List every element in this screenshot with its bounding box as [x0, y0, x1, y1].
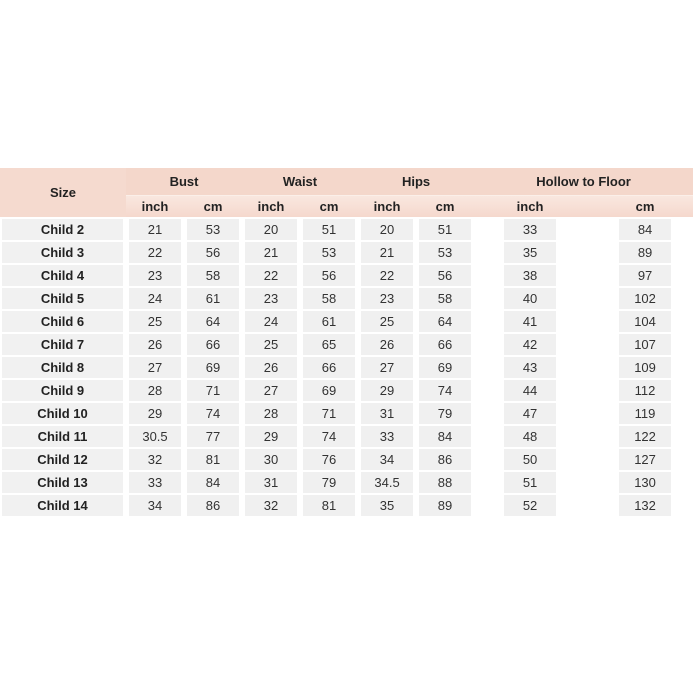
value-cell: 28	[126, 380, 184, 403]
header-group-waist: Waist	[242, 168, 358, 196]
header-group-row	[0, 168, 693, 196]
table-row	[0, 426, 693, 449]
size-cell: Child 10	[0, 403, 126, 426]
value-cell: 71	[300, 403, 358, 426]
value-cell: 64	[184, 311, 242, 334]
value-cell: 130	[559, 472, 693, 495]
value-cell: 24	[242, 311, 300, 334]
value-cell: 30	[242, 449, 300, 472]
value-cell: 56	[416, 265, 474, 288]
value-cell: 127	[559, 449, 693, 472]
value-cell: 66	[416, 334, 474, 357]
value-cell: 74	[416, 380, 474, 403]
value-cell: 84	[416, 426, 474, 449]
value-cell: 51	[416, 219, 474, 242]
value-cell: 47	[474, 403, 559, 426]
value-cell: 109	[559, 357, 693, 380]
header-unit-waist-cm: cm	[300, 196, 358, 219]
size-chart-table	[0, 168, 693, 518]
value-cell: 21	[358, 242, 416, 265]
value-cell: 122	[559, 426, 693, 449]
value-cell: 51	[474, 472, 559, 495]
value-cell: 43	[474, 357, 559, 380]
table-row	[0, 472, 693, 495]
value-cell: 56	[184, 242, 242, 265]
header-size: Size	[0, 168, 126, 219]
table-row	[0, 357, 693, 380]
value-cell: 112	[559, 380, 693, 403]
value-cell: 51	[300, 219, 358, 242]
value-cell: 24	[126, 288, 184, 311]
table-row	[0, 334, 693, 357]
value-cell: 27	[126, 357, 184, 380]
table-row	[0, 288, 693, 311]
value-cell: 22	[242, 265, 300, 288]
value-cell: 31	[358, 403, 416, 426]
value-cell: 77	[184, 426, 242, 449]
size-cell: Child 2	[0, 219, 126, 242]
size-chart	[0, 168, 693, 518]
table-row	[0, 219, 693, 242]
value-cell: 107	[559, 334, 693, 357]
value-cell: 20	[358, 219, 416, 242]
value-cell: 31	[242, 472, 300, 495]
value-cell: 52	[474, 495, 559, 518]
header-unit-bust-inch: inch	[126, 196, 184, 219]
table-row	[0, 380, 693, 403]
value-cell: 26	[242, 357, 300, 380]
size-cell: Child 13	[0, 472, 126, 495]
value-cell: 58	[300, 288, 358, 311]
value-cell: 61	[300, 311, 358, 334]
value-cell: 81	[300, 495, 358, 518]
header-unit-hips-inch: inch	[358, 196, 416, 219]
value-cell: 89	[559, 242, 693, 265]
table-row	[0, 495, 693, 518]
value-cell: 84	[184, 472, 242, 495]
value-cell: 86	[416, 449, 474, 472]
value-cell: 29	[358, 380, 416, 403]
value-cell: 69	[300, 380, 358, 403]
header-unit-hips-cm: cm	[416, 196, 474, 219]
value-cell: 61	[184, 288, 242, 311]
size-cell: Child 9	[0, 380, 126, 403]
value-cell: 53	[184, 219, 242, 242]
value-cell: 23	[358, 288, 416, 311]
value-cell: 102	[559, 288, 693, 311]
value-cell: 53	[416, 242, 474, 265]
value-cell: 64	[416, 311, 474, 334]
value-cell: 104	[559, 311, 693, 334]
value-cell: 53	[300, 242, 358, 265]
value-cell: 38	[474, 265, 559, 288]
value-cell: 74	[300, 426, 358, 449]
value-cell: 71	[184, 380, 242, 403]
value-cell: 29	[126, 403, 184, 426]
value-cell: 40	[474, 288, 559, 311]
value-cell: 30.5	[126, 426, 184, 449]
value-cell: 23	[126, 265, 184, 288]
size-cell: Child 11	[0, 426, 126, 449]
header-unit-bust-cm: cm	[184, 196, 242, 219]
value-cell: 21	[126, 219, 184, 242]
value-cell: 27	[242, 380, 300, 403]
value-cell: 20	[242, 219, 300, 242]
value-cell: 33	[358, 426, 416, 449]
table-row	[0, 265, 693, 288]
value-cell: 22	[358, 265, 416, 288]
size-cell: Child 12	[0, 449, 126, 472]
header-unit-waist-inch: inch	[242, 196, 300, 219]
size-cell: Child 8	[0, 357, 126, 380]
value-cell: 34.5	[358, 472, 416, 495]
value-cell: 32	[242, 495, 300, 518]
size-cell: Child 3	[0, 242, 126, 265]
header-group-bust: Bust	[126, 168, 242, 196]
value-cell: 84	[559, 219, 693, 242]
table-body	[0, 219, 693, 518]
value-cell: 79	[416, 403, 474, 426]
value-cell: 34	[126, 495, 184, 518]
size-cell: Child 14	[0, 495, 126, 518]
value-cell: 21	[242, 242, 300, 265]
value-cell: 56	[300, 265, 358, 288]
value-cell: 88	[416, 472, 474, 495]
value-cell: 33	[474, 219, 559, 242]
value-cell: 35	[358, 495, 416, 518]
value-cell: 33	[126, 472, 184, 495]
value-cell: 66	[300, 357, 358, 380]
header-unit-hollow-cm: cm	[559, 196, 693, 219]
value-cell: 22	[126, 242, 184, 265]
value-cell: 65	[300, 334, 358, 357]
table-row	[0, 449, 693, 472]
value-cell: 34	[358, 449, 416, 472]
value-cell: 25	[126, 311, 184, 334]
value-cell: 23	[242, 288, 300, 311]
value-cell: 35	[474, 242, 559, 265]
value-cell: 89	[416, 495, 474, 518]
value-cell: 26	[358, 334, 416, 357]
value-cell: 26	[126, 334, 184, 357]
size-cell: Child 5	[0, 288, 126, 311]
value-cell: 32	[126, 449, 184, 472]
value-cell: 69	[184, 357, 242, 380]
table-row	[0, 242, 693, 265]
value-cell: 41	[474, 311, 559, 334]
value-cell: 74	[184, 403, 242, 426]
header-unit-hollow-inch: inch	[474, 196, 559, 219]
table-header	[0, 168, 693, 219]
value-cell: 79	[300, 472, 358, 495]
value-cell: 50	[474, 449, 559, 472]
size-cell: Child 4	[0, 265, 126, 288]
table-row	[0, 311, 693, 334]
value-cell: 27	[358, 357, 416, 380]
value-cell: 97	[559, 265, 693, 288]
value-cell: 29	[242, 426, 300, 449]
value-cell: 76	[300, 449, 358, 472]
value-cell: 42	[474, 334, 559, 357]
table-row	[0, 403, 693, 426]
value-cell: 58	[416, 288, 474, 311]
value-cell: 48	[474, 426, 559, 449]
value-cell: 132	[559, 495, 693, 518]
value-cell: 119	[559, 403, 693, 426]
value-cell: 25	[358, 311, 416, 334]
value-cell: 81	[184, 449, 242, 472]
value-cell: 58	[184, 265, 242, 288]
value-cell: 66	[184, 334, 242, 357]
size-cell: Child 6	[0, 311, 126, 334]
value-cell: 86	[184, 495, 242, 518]
header-group-hollow-to-floor: Hollow to Floor	[474, 168, 693, 196]
value-cell: 25	[242, 334, 300, 357]
size-cell: Child 7	[0, 334, 126, 357]
value-cell: 69	[416, 357, 474, 380]
header-group-hips: Hips	[358, 168, 474, 196]
value-cell: 28	[242, 403, 300, 426]
value-cell: 44	[474, 380, 559, 403]
